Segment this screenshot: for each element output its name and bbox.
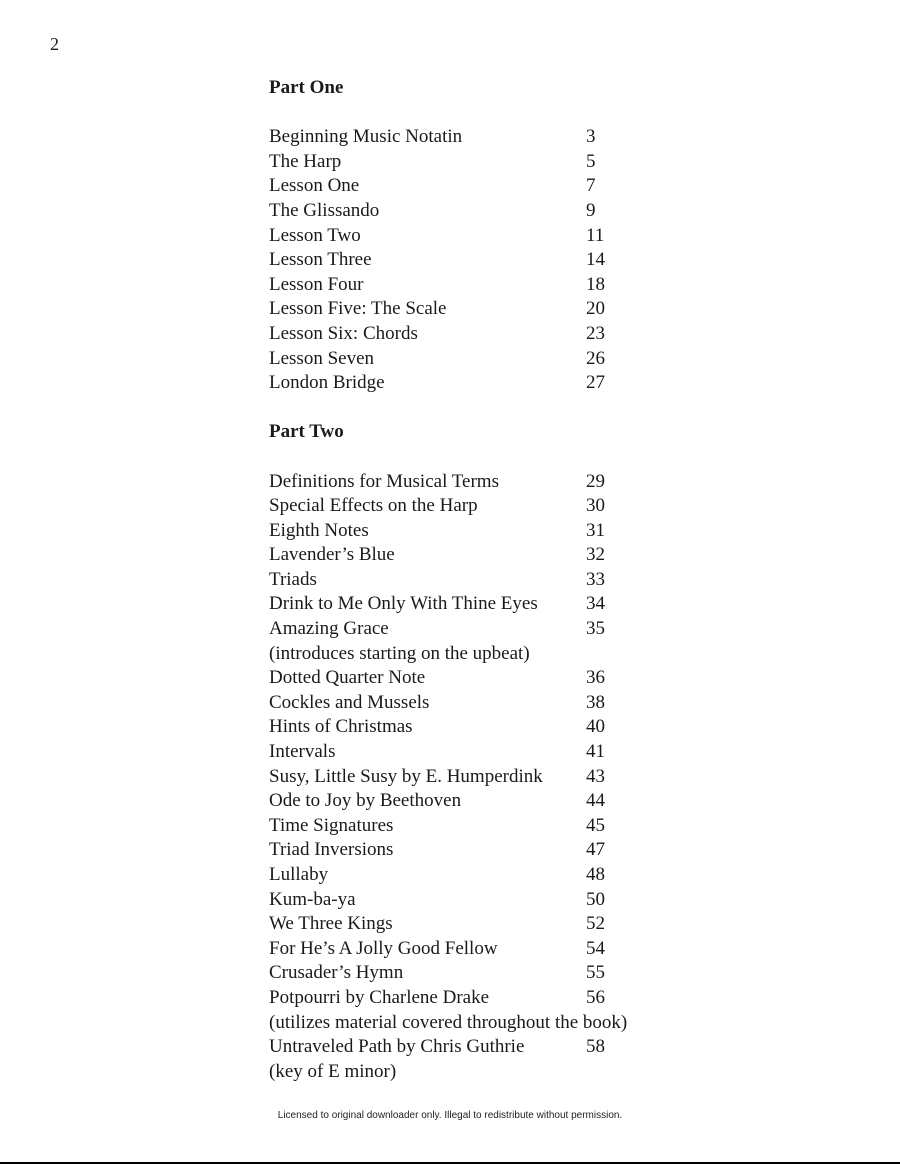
entry-title: The Harp xyxy=(269,150,342,172)
entry-page-number: 35 xyxy=(586,618,605,640)
entry-page-number: 3 xyxy=(586,126,596,148)
part-two-heading: Part Two xyxy=(269,421,344,443)
toc-entry xyxy=(269,347,689,372)
entry-page-number: 33 xyxy=(586,568,605,590)
entry-title: Drink to Me Only With Thine Eyes xyxy=(269,593,538,615)
entry-page-number: 9 xyxy=(586,199,596,221)
toc-entry xyxy=(269,814,689,839)
part-one-heading: Part One xyxy=(269,77,344,98)
toc-entry xyxy=(269,568,689,593)
entry-title: Untraveled Path by Chris Guthrie xyxy=(269,1036,525,1058)
toc-entry xyxy=(269,691,689,716)
part-one-entries xyxy=(269,125,689,396)
entry-page-number: 31 xyxy=(586,519,605,541)
entry-title: Lesson One xyxy=(269,175,360,197)
toc-entry xyxy=(269,863,689,888)
entry-title: Lesson Seven xyxy=(269,347,375,369)
toc-entry xyxy=(269,297,689,322)
toc-entry xyxy=(269,912,689,937)
toc-entry xyxy=(269,888,689,913)
part-two-entries xyxy=(269,470,689,1085)
toc-entry xyxy=(269,1035,689,1060)
entry-title: Time Signatures xyxy=(269,814,394,836)
entry-title: The Glissando xyxy=(269,199,380,221)
entry-title: Susy, Little Susy by E. Humperdink xyxy=(269,765,543,787)
entry-title: Lullaby xyxy=(269,864,329,885)
entry-page-number: 44 xyxy=(586,790,605,812)
toc-entry xyxy=(269,125,689,150)
entry-title: For He’s A Jolly Good Fellow xyxy=(269,937,498,959)
entry-page-number: 14 xyxy=(586,249,605,271)
toc-entry xyxy=(269,199,689,224)
entry-title: Lavender’s Blue xyxy=(269,544,395,566)
entry-page-number: 41 xyxy=(586,741,605,763)
toc-entry xyxy=(269,174,689,199)
entry-note: (key of E minor) xyxy=(269,1060,397,1082)
toc-entry xyxy=(269,248,689,273)
toc-entry xyxy=(269,519,689,544)
toc-entry xyxy=(269,765,689,790)
entry-title: Dotted Quarter Note xyxy=(269,667,426,689)
entry-page-number: 52 xyxy=(586,913,605,935)
toc-entry xyxy=(269,150,689,175)
entry-page-number: 45 xyxy=(586,814,605,836)
entry-page-number: 27 xyxy=(586,372,605,394)
entry-page-number: 20 xyxy=(586,298,605,320)
toc-entry xyxy=(269,494,689,519)
entry-page-number: 36 xyxy=(586,667,605,689)
toc-entry xyxy=(269,838,689,863)
toc-entry xyxy=(269,592,689,617)
entry-title: Amazing Grace xyxy=(269,618,389,640)
toc-entry xyxy=(269,224,689,249)
entry-page-number: 38 xyxy=(586,691,605,713)
entry-page-number: 26 xyxy=(586,347,605,369)
toc-entry xyxy=(269,715,689,740)
entry-page-number: 56 xyxy=(586,986,605,1008)
entry-page-number: 40 xyxy=(586,716,605,738)
entry-title: Eighth Notes xyxy=(269,519,369,541)
entry-page-number: 32 xyxy=(586,544,605,566)
toc-entry-note xyxy=(269,642,689,667)
entry-page-number: 30 xyxy=(586,495,605,517)
entry-page-number: 18 xyxy=(586,273,605,295)
toc-entry xyxy=(269,986,689,1011)
section-gap xyxy=(269,396,689,421)
toc-entry xyxy=(269,617,689,642)
entry-title: We Three Kings xyxy=(269,913,393,935)
entry-title: Lesson Two xyxy=(269,224,361,246)
toc-entry xyxy=(269,470,689,495)
entry-page-number: 50 xyxy=(586,888,605,910)
toc-entry xyxy=(269,322,689,347)
section-gap xyxy=(269,101,689,126)
entry-title: Potpourri by Charlene Drake xyxy=(269,986,490,1008)
entry-page-number: 7 xyxy=(586,175,596,197)
entry-page-number: 47 xyxy=(586,839,605,861)
toc-entry xyxy=(269,273,689,298)
toc-entry xyxy=(269,740,689,765)
toc-entry xyxy=(269,789,689,814)
entry-page-number: 55 xyxy=(586,962,605,984)
entry-title: Kum-ba-ya xyxy=(269,888,356,910)
entry-page-number: 54 xyxy=(586,937,605,959)
entry-title: Cockles and Mussels xyxy=(269,691,430,713)
entry-title: Hints of Christmas xyxy=(269,716,413,738)
entry-page-number: 48 xyxy=(586,864,605,885)
entry-title: Triad Inversions xyxy=(269,839,394,861)
entry-title: Beginning Music Notatin xyxy=(269,126,463,148)
entry-page-number: 29 xyxy=(586,470,605,492)
entry-title: Lesson Five: The Scale xyxy=(269,298,447,320)
toc-entry-note xyxy=(269,1060,689,1085)
toc-entry-note xyxy=(269,1011,689,1036)
entry-title: Ode to Joy by Beethoven xyxy=(269,790,462,812)
entry-page-number: 23 xyxy=(586,322,605,344)
table-of-contents xyxy=(269,76,689,1084)
toc-entry xyxy=(269,937,689,962)
toc-entry xyxy=(269,961,689,986)
toc-entry xyxy=(269,371,689,396)
entry-title: Definitions for Musical Terms xyxy=(269,470,499,492)
entry-title: Lesson Three xyxy=(269,249,372,271)
entry-title: London Bridge xyxy=(269,372,385,394)
entry-page-number: 34 xyxy=(586,593,605,615)
entry-page-number: 58 xyxy=(586,1036,605,1058)
toc-entry xyxy=(269,666,689,691)
entry-title: Crusader’s Hymn xyxy=(269,962,404,984)
entry-page-number: 43 xyxy=(586,765,605,787)
toc-entry xyxy=(269,543,689,568)
entry-title: Lesson Six: Chords xyxy=(269,322,418,344)
entry-title: Lesson Four xyxy=(269,273,364,295)
entry-title: Triads xyxy=(269,568,317,590)
entry-note: (utilizes material covered throughout the book) xyxy=(269,1011,628,1033)
license-footer: Licensed to original downloader only. Illegal to redistribute without permission. xyxy=(277,1110,623,1121)
entry-title: Special Effects on the Harp xyxy=(269,495,478,517)
entry-title: Intervals xyxy=(269,741,336,763)
page-number: 2 xyxy=(50,34,59,54)
section-gap xyxy=(269,445,689,470)
entry-page-number: 11 xyxy=(586,224,605,246)
entry-note: (introduces starting on the upbeat) xyxy=(269,642,530,664)
entry-page-number: 5 xyxy=(586,150,596,172)
